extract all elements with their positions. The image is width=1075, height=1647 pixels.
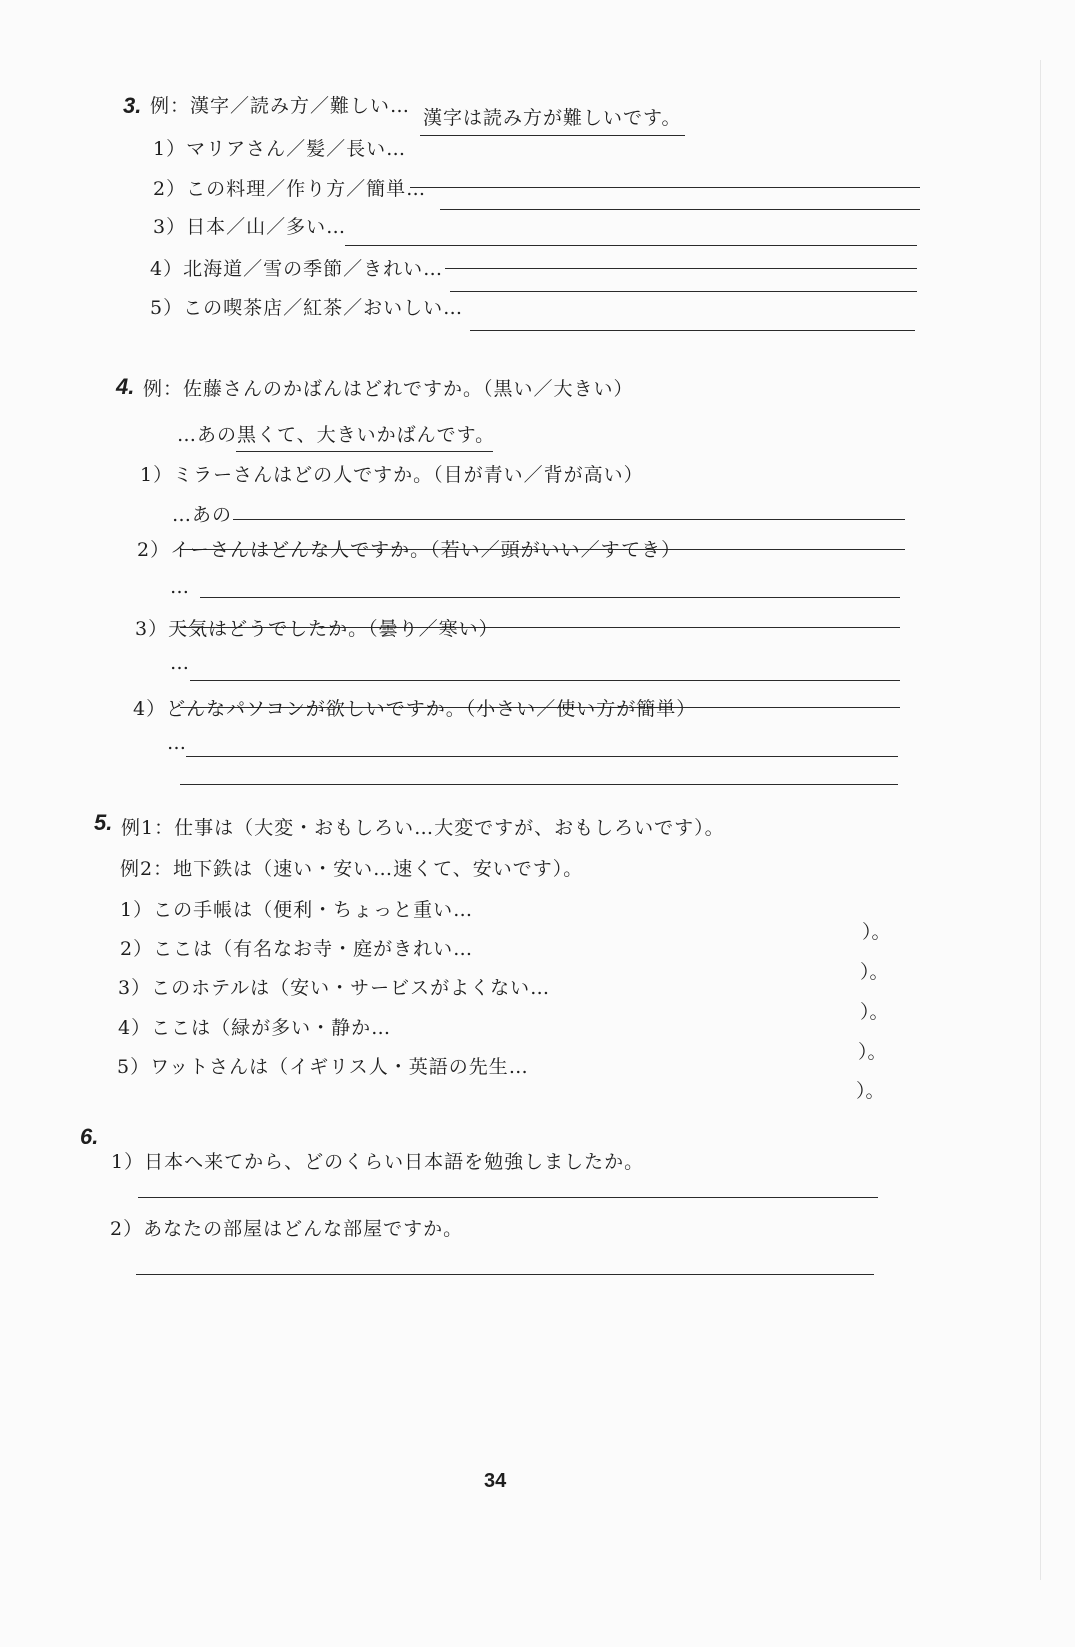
s6-question-1: 1）日本へ来てから、どのくらい日本語を勉強しましたか。 (111, 1151, 645, 1173)
s3-answer-line-2[interactable] (440, 209, 920, 210)
s4-answer-line-1a[interactable] (233, 519, 905, 520)
s4-item-2-prefix: … (170, 576, 190, 598)
s3-example-answer: 漢字は読み方が難しいです。 (423, 107, 682, 129)
s3-item-2: 2）この料理／作り方／簡単… (153, 178, 427, 200)
page-number: 34 (484, 1470, 507, 1492)
s5-item-3: 3）このホテルは（安い・サービスがよくない… (118, 977, 551, 999)
s4-example-question: 例：佐藤さんのかばんはどれですか。（黒い／大きい） (143, 378, 634, 400)
s5-close-4: ）。 (858, 1041, 887, 1063)
s4-number: 4. (116, 374, 135, 399)
s3-answer-line-5b[interactable] (470, 330, 915, 331)
s5-item-4: 4）ここは（緑が多い・静か… (118, 1017, 392, 1039)
page-edge (1040, 60, 1041, 1580)
s5-number: 5. (94, 810, 113, 835)
s3-item-5: 5）この喫茶店／紅茶／おいしい… (150, 297, 464, 319)
s3-item-1: 1）マリアさん／髪／長い… (153, 138, 407, 160)
s4-answer-line-3a[interactable] (190, 680, 900, 681)
s5-close-5: ）。 (856, 1080, 885, 1102)
s3-number: 3. (123, 93, 142, 118)
s4-item-1-prefix: …あの (172, 504, 233, 526)
s5-item-2: 2）ここは（有名なお寺・庭がきれい… (120, 938, 474, 960)
s3-example-label: 例：漢字／読み方／難しい… (150, 95, 411, 117)
s4-answer-line-4a[interactable] (186, 756, 898, 757)
s5-example-2: 例2：地下鉄は（速い・安い…速くて、安いです）。 (120, 858, 584, 880)
s5-item-1: 1）この手帳は（便利・ちょっと重い… (120, 899, 474, 921)
s3-answer-line-3[interactable] (345, 245, 917, 246)
s3-example-underline (420, 135, 685, 136)
s6-answer-line-2[interactable] (136, 1274, 874, 1275)
s6-number: 6. (80, 1124, 99, 1149)
s5-close-1: ）。 (862, 921, 891, 943)
s3-answer-line-4[interactable] (445, 268, 917, 269)
s5-example-1: 例1：仕事は（大変・おもしろい…大変ですが、おもしろいです）。 (121, 817, 725, 839)
s4-item-4-prefix: … (167, 732, 187, 754)
s4-item-3-prefix: … (170, 652, 190, 674)
s4-item-4-question: 4）どんなパソコンが欲しいですか。（小さい／使い方が簡単） (133, 698, 697, 720)
s5-item-5: 5）ワットさんは（イギリス人・英語の先生… (117, 1056, 529, 1078)
s5-close-3: ）。 (860, 1001, 889, 1023)
s3-item-4: 4）北海道／雪の季節／きれい… (150, 258, 444, 280)
s4-example-prefix: …あの (177, 424, 238, 446)
s4-item-2-question: 2）イーさんはどんな人ですか。（若い／頭がいい／すてき） (137, 539, 682, 561)
s6-question-2: 2）あなたの部屋はどんな部屋ですか。 (110, 1218, 464, 1240)
s4-example-underline (236, 451, 493, 452)
s5-close-2: ）。 (860, 961, 889, 983)
s4-item-1-question: 1）ミラーさんはどの人ですか。（目が青い／背が高い） (140, 464, 644, 486)
s6-answer-line-1[interactable] (138, 1197, 878, 1198)
s3-item-3: 3）日本／山／多い… (153, 216, 347, 238)
s4-answer-line-4b[interactable] (180, 784, 898, 785)
s4-example-answer: 黒くて、大きいかばんです。 (237, 424, 496, 446)
s3-answer-line-5a[interactable] (450, 291, 917, 292)
s4-answer-line-2a[interactable] (200, 597, 900, 598)
s3-answer-line-1[interactable] (410, 187, 920, 188)
s4-item-3-question: 3）天気はどうでしたか。（曇り／寒い） (135, 618, 499, 640)
